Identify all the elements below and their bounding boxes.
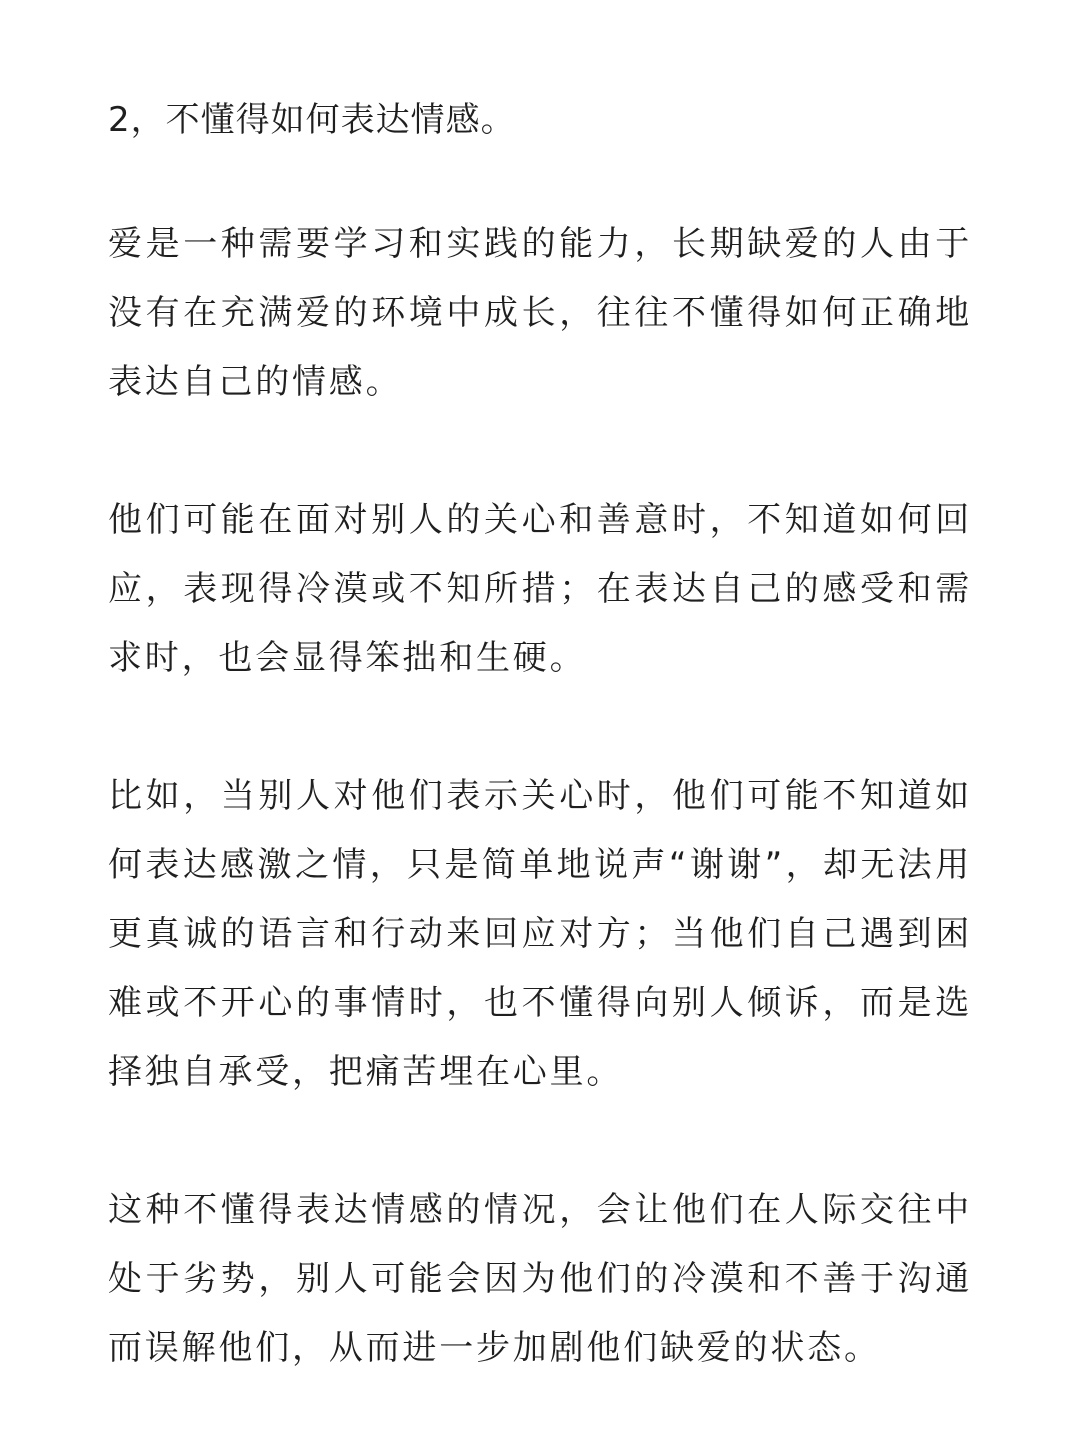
paragraph-2: 他们可能在面对别人的关心和善意时，不知道如何回应，表现得冷漠或不知所措；在表达自己的感受和需求时，也会显得笨拙和生硬。 xyxy=(108,500,972,678)
paragraph-1: 爱是一种需要学习和实践的能力，长期缺爱的人由于没有在充满爱的环境中成长，往往不懂得如何正确地表达自己的情感。 xyxy=(108,224,972,402)
section-heading: 2，不懂得如何表达情感。 xyxy=(108,100,516,140)
paragraph-4: 这种不懂得表达情感的情况，会让他们在人际交往中处于劣势，别人可能会因为他们的冷漠和不善于沟通而误解他们，从而进一步加剧他们缺爱的状态。 xyxy=(108,1190,972,1368)
paragraph-3: 比如，当别人对他们表示关心时，他们可能不知道如何表达感激之情，只是简单地说声“谢谢”，却无法用更真诚的语言和行动来回应对方；当他们自己遇到困难或不开心的事情时，也不懂得向别人倾诉，而是选择独自承受，把痛苦埋在心里。 xyxy=(108,776,972,1092)
